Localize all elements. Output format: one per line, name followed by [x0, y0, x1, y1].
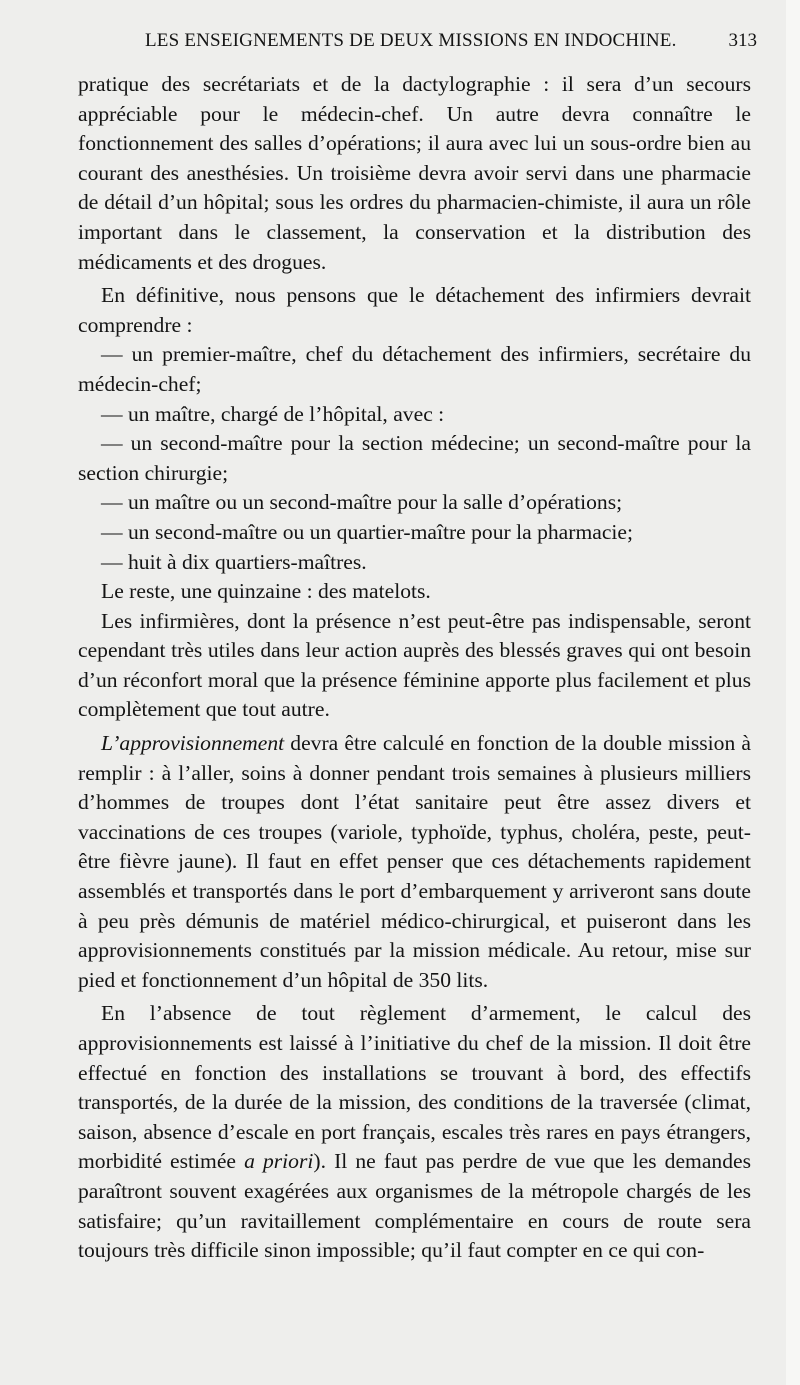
- paragraph-approvisionnement: [78, 729, 751, 995]
- paragraph-approvisionnement-text: devra être calculé en fonction de la double mission à remplir : à l’aller, soins à donner pendant trois semaines à plusieurs milliers d’hommes de troupes dont l’état sanitaire peut être assez divers et vaccinations de ces troupes (variole, typhoïde, typhus, choléra, peste, peut-être fièvre jaune). Il faut en effet penser que ces détachements rapidement assemblés et transportés dans le port d’embarquement y arriveront sans doute à peu près démunis de matériel médico-chirurgical, et puiseront dans les approvisionnements constitués par la mission médicale. Au retour, mise sur pied et fonctionnement d’un hôpital de 350 lits.: [78, 731, 751, 992]
- paragraph-reglement-text-b: ). Il ne faut pas perdre de vue que les demandes paraîtront souvent exagérées aux organismes de la métropole chargés de les satisfaire; qu’un ravitaillement complémentaire en cours de route sera toujours très difficile sinon impossible; qu’il faut compter en ce qui con-: [78, 1149, 751, 1263]
- list-item-quartiers-maitres: — huit à dix quartiers-maîtres.: [101, 549, 367, 574]
- list-item-second-maitre-sections: — un second-maître pour la section médecine; un second-maître pour la section chirurgie;: [78, 431, 751, 485]
- paragraph-1: pratique des secrétariats et de la dactylographie : il sera d’un secours appréciable pour le médecin-chef. Un autre devra connaître le fonctionnement des salles d’opérations; il aura avec lui un sous-ordre bien au courant des anesthésies. Un troisième devra avoir servi dans une pharmacie de détail d’un hôpital; sous les ordres du pharmacien-chimiste, il aura un rôle important dans le classement, la conservation et la distribution des médicaments et des drogues.: [78, 72, 751, 274]
- running-title: LES ENSEIGNEMENTS DE DEUX MISSIONS EN INDOCHINE.: [145, 30, 677, 51]
- paragraph-reglement: [78, 999, 751, 1265]
- page-number: 313: [728, 30, 757, 51]
- running-header: [145, 30, 757, 56]
- paragraph-infirmieres: Les infirmières, dont la présence n’est peut-être pas indispensable, seront cependant très utiles dans leur action auprès des blessés graves qui ont besoin d’un réconfort moral que la présence féminine apporte plus facilement et plus complètement que tout autre.: [78, 608, 751, 722]
- page-edge: [786, 0, 800, 1385]
- list-item-premier-maitre: — un premier-maître, chef du détachement des infirmiers, secrétaire du médecin-chef;: [78, 342, 751, 396]
- list-item-salle-operations: — un maître ou un second-maître pour la salle d’opérations;: [101, 490, 623, 515]
- list-item-pharmacie: — un second-maître ou un quartier-maître pour la pharmacie;: [101, 519, 634, 544]
- paragraph-reglement-text-a: En l’absence de tout règlement d’armement, le calcul des approvisionnements est laissé à l’initiative du chef de la mission. Il doit être effectué en fonction des installations se trouvant à bord, des effectifs transportés, de la durée de la mission, des conditions de la traversée (climat, saison, absence d’escale en port français, escales très rares en pays étrangers, morbidité estimée: [78, 1001, 751, 1174]
- list-item-maitre-hopital: — un maître, chargé de l’hôpital, avec :: [101, 401, 445, 426]
- body-text: [78, 70, 751, 1266]
- italic-term: L’approvisionnement: [101, 731, 285, 756]
- italic-a-priori: a priori: [244, 1149, 314, 1174]
- paragraph-2: En définitive, nous pensons que le détachement des infirmiers devrait comprendre :: [78, 283, 751, 337]
- paragraph-matelots: Le reste, une quinzaine : des matelots.: [101, 579, 431, 604]
